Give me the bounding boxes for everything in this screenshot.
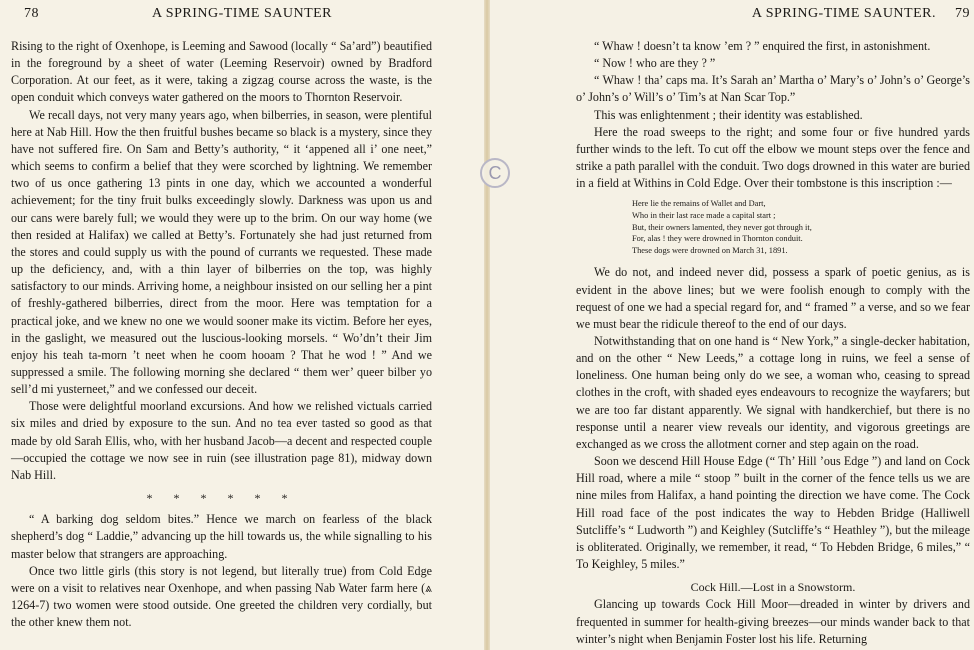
inscription-date: These dogs were drowned on March 31, 1891. [632, 245, 788, 255]
left-page [0, 0, 484, 650]
right-paragraph: Notwithstanding that on one hand is “ New York,” a single-decker habitation, and on the other “ New Leeds,” a cottage long in ruins, we feel a sense of loneliness. One human being only do we see, a woman who, ceasing to spread clothes in the croft, with shaded eyes endeavours to recognize the wayfarers; but we are too far distant apparently. We signal with handkerchief, but there is no response until a nearer view reveals our identity, and vigorous greetings are exchanged as we cross the allotment corner and step again on the road. [576, 334, 970, 451]
left-page-number: 78 [24, 6, 39, 21]
watermark-c-icon: C [480, 158, 510, 188]
left-paragraph: We recall days, not very many years ago, when bilberries, in season, were plentiful here at Nab Hill. How the then fruitful bushes became so black is a mystery, since they have not suffered fire. On Sam and Betty’s authority, “ it ‘appened all i’ one neet,” which seems to confirm a belief that they were scorched by lightning. We remember two of us once gathering 13 pints in one day, which we accounted a wonderful achievement; for the tiny fruit bulks exceedingly slowly. Darkness was upon us and our cans were barely full; we would they were up to the brim. On our way home (we then resided at Halifax) we called at Betty’s. Fortunately she had just returned from the stores and could supply us with the pound of currants we requested. These made up the deficiency, and, with a thin layer of bilberries on the top, was highly satisfactory to our minds. Arriving home, a neighbour insisted on our selling her a pint of freshly-gathered bilberries, direct from the moor. Here was temptation for a practical joke, and we knew no one we would sooner make its victim. Before her eyes, in the gaslight, we measured out the luscious-looking morsels. “ Wo’dn’t their Jim enjoy his teah ta-morn ’t neet when he coom hooam ? That he wod ! ” And we suppressed a smile. The following morning she declared “ them wer’ queer bilber yo sell’d mi yusterneet,” and we confessed our deceit. [11, 107, 432, 397]
left-body-text [11, 38, 432, 631]
left-paragraph: Rising to the right of Oxenhope, is Leeming and Sawood (locally “ Sa’ard”) beautified in the foreground by a sheet of water (Leeming Reservoir) owned by Bradford Corporation. At our feet, as it were, taking a zigzag course across the waste, is the open conduit which conveys water gathered on the moors to Thornton Reservoir. [11, 39, 432, 105]
left-paragraph: Those were delightful moorland excursions. And how we relished victuals carried six miles and dried by exposure to the sun. And no tea ever tasted so good as that made by old Sarah Ellis, who, with her husband Jacob—a decent and respected couple—occupied the cottage we now see in ruin (see illustration page 81), midway down Nab Hill. [11, 399, 432, 482]
inscription-line: Here lie the remains of Wallet and Dart, [632, 199, 766, 209]
right-paragraph: Glancing up towards Cock Hill Moor—dreaded in winter by drivers and frequented in summer for health-giving breezes—our minds wander back to that winter’s night when Benjamin Foster lost his life. Returning [576, 597, 970, 646]
inscription-line: For, alas ! they were drowned in Thornton conduit. [632, 234, 803, 244]
right-running-head: A SPRING-TIME SAUNTER. [751, 6, 936, 21]
right-paragraph: Soon we descend Hill House Edge (“ Th’ Hill ’ous Edge ”) and land on Cock Hill road, where a mile “ stoop ” built in the corner of the fence tells us we are nine miles from Halifax, a hand pointing the direction we have come. The Cock Hill road face of the post indicates the way to Hebden Bridge (Halliwell Sutcliffe’s “ Ludworth ”) and Keighley (Sutcliffe’s “ Heathley ”), but the mileage is obliterated. Originally, we remember, it read, “ To Hebden Bridge, 6 miles,” “ To Keighley, 5 miles.” [576, 454, 970, 572]
right-paragraph: Here the road sweeps to the right; and some four or five hundred yards further winds to the left. To cut off the elbow we mount steps over the fence and strike a path parallel with the conduit. Two dogs drowned in this water are buried in a field at Withins in Cold Edge. Over their tombstone is this inscription :— [576, 124, 970, 191]
tombstone-inscription [632, 198, 970, 256]
right-page-number: 79 [955, 6, 970, 21]
dialogue-line: “ Now ! who are they ? ” [594, 56, 716, 71]
left-running-head: A SPRING-TIME SAUNTER [151, 6, 333, 21]
right-paragraph: This was enlightenment ; their identity was established. [594, 107, 863, 122]
right-paragraph: We do not, and indeed never did, possess a spark of poetic genius, as is evident in the above lines; but we were foolish enough to comply with the request of one we had a special regard for, and “ framed ” a verse, and so we fear we must bear the ridicule thereof to the end of our days. [576, 265, 970, 331]
inscription-line: Who in their last race made a capital start ; [632, 211, 776, 220]
left-paragraph: Once two little girls (this story is not legend, but literally true) from Cold Edge were on a visit to relatives near Oxenhope, and when passing Nab Water farm here (⩓ 1264-7) two women were stood outside. One greeted the children very cordially, but the other knew them not. [11, 563, 432, 630]
dialogue-line: “ Whaw ! tha’ caps ma. It’s Sarah an’ Martha o’ Mary’s o’ John’s o’ George’s o’ John’s o’ Will’s o’ Tim’s at Nan Scar Top.” [576, 73, 970, 105]
inscription-line: But, their owners lamented, they never got through it, [632, 222, 812, 232]
dialogue-line: “ Whaw ! doesn’t ta know ’em ? ” enquired the first, in astonishment. [594, 39, 931, 53]
left-paragraph: “ A barking dog seldom bites.” Hence we march on fearless of the black shepherd’s dog “ Laddie,” advancing up the hill towards us, the while signalling to his master below that strangers are approaching. [11, 512, 432, 561]
section-separator: * * * * * * [146, 491, 297, 506]
right-page [490, 0, 974, 650]
section-subheading: Cock Hill.—Lost in a Snowstorm. [690, 580, 856, 595]
right-body-text [576, 38, 970, 648]
